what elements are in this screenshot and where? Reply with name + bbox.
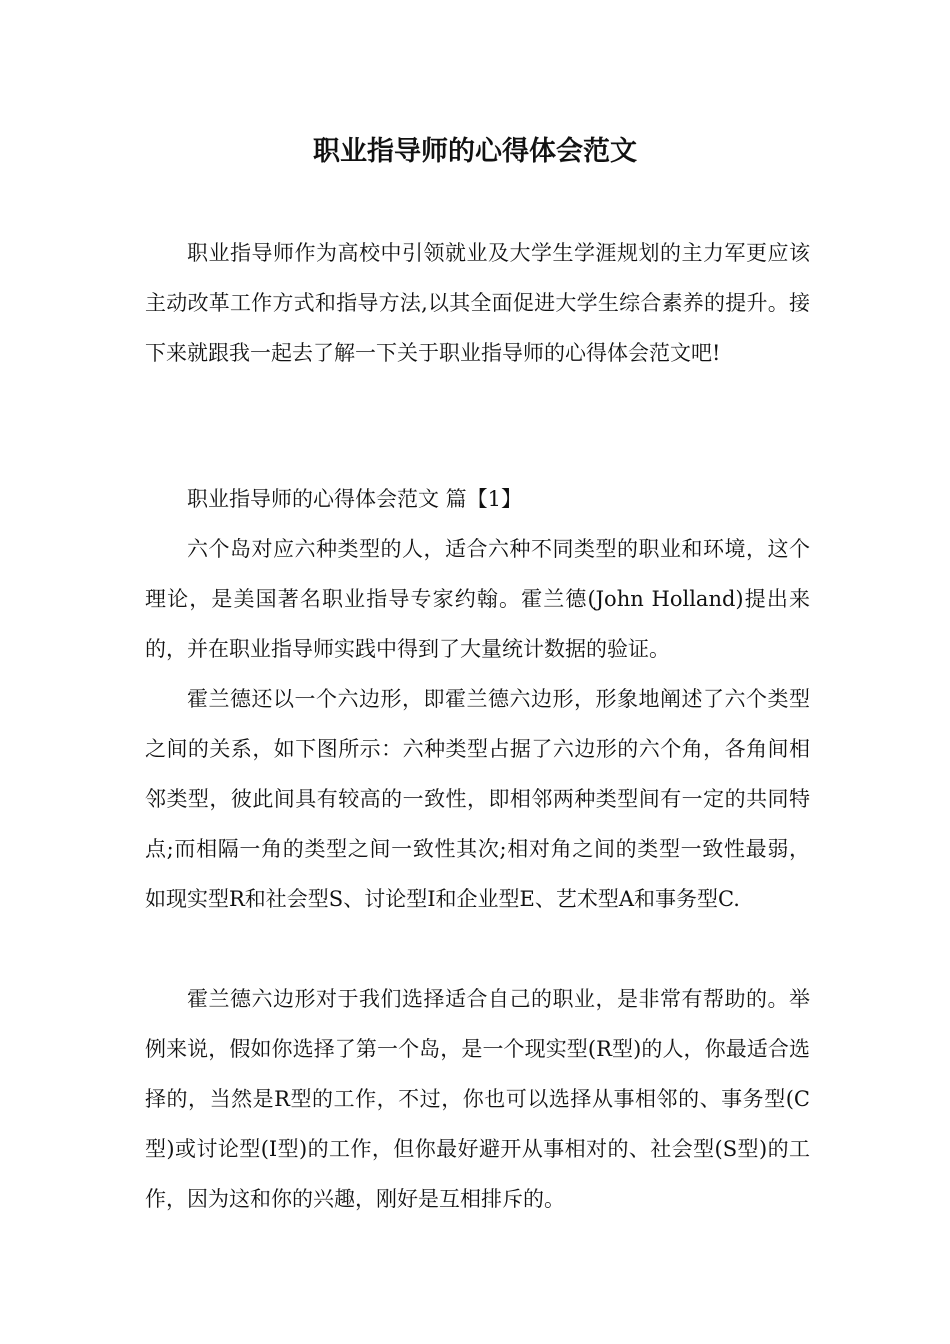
document-title: 职业指导师的心得体会范文 xyxy=(313,136,637,167)
section-heading: 职业指导师的心得体会范文 篇【1】 xyxy=(187,487,523,511)
body-paragraph-2: 霍兰德还以一个六边形，即霍兰德六边形，形象地阐述了六个类型之间的关系，如下图所示：六种类型占据了六边形的六个角，各角间相邻类型，彼此间具有较高的一致性，即相邻两种类型间有一定的共同特点;而相隔一角的类型之间一致性其次;相对角之间的类型一致性最弱，如现实型R和社会型S、讨论型I和企业型E、艺术型A和事务型C. xyxy=(145,687,810,911)
body-paragraph-3: 霍兰德六边形对于我们选择适合自己的职业，是非常有帮助的。举例来说，假如你选择了第一个岛，是一个现实型(R型)的人，你最适合选择的，当然是R型的工作，不过，你也可以选择从事相邻的、事务型(C型)或讨论型(I型)的工作，但你最好避开从事相对的、社会型(S型)的工作，因为这和你的兴趣，刚好是互相排斥的。 xyxy=(145,987,810,1211)
body-paragraph-1: 六个岛对应六种类型的人，适合六种不同类型的职业和环境，这个理论，是美国著名职业指导专家约翰。霍兰德(John Holland)提出来的，并在职业指导师实践中得到了大量统计数据的验证。 xyxy=(145,537,810,661)
intro-paragraph: 职业指导师作为高校中引领就业及大学生学涯规划的主力军更应该主动改革工作方式和指导方法,以其全面促进大学生综合素养的提升。接下来就跟我一起去了解一下关于职业指导师的心得体会范文吧! xyxy=(145,241,810,365)
